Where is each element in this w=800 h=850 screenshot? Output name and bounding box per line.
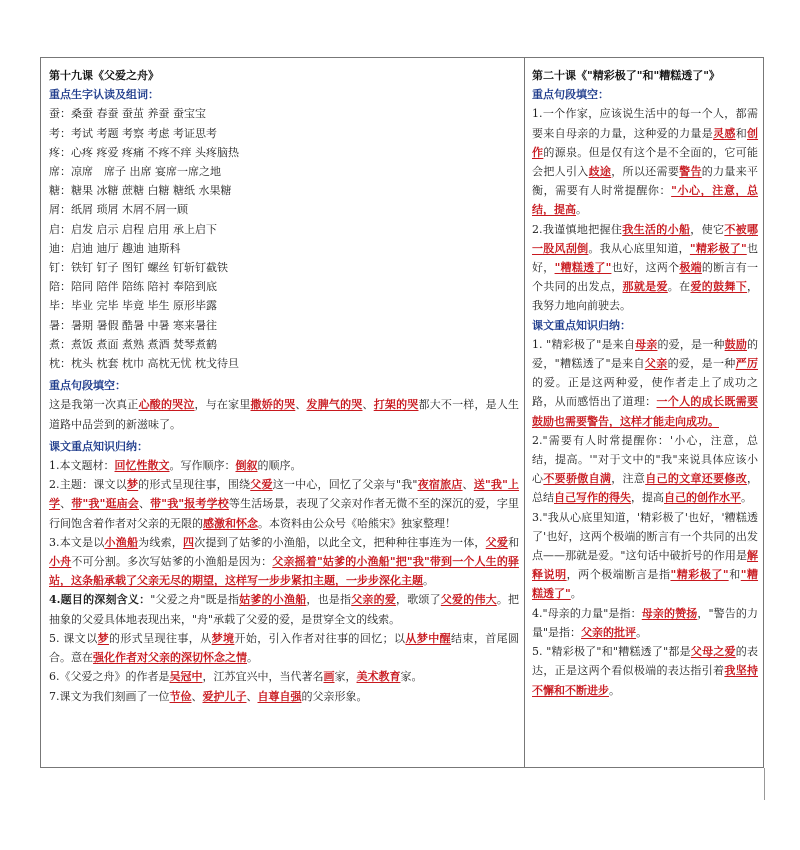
column-divider [524, 58, 525, 767]
character-row: 蚕：桑蚕 春蚕 蚕茧 养蚕 蚕宝宝 [49, 107, 206, 121]
lesson-20-title: 第二十课《"精彩极了"和"糟糕透了"》 [532, 69, 720, 82]
character-row: 席：凉席 席子 出席 宴席一席之地 [49, 165, 221, 179]
character-row: 钉：铁钉 钉子 图钉 螺丝 钉斩钉截铁 [49, 261, 228, 275]
character-row: 考：考试 考题 考察 考虑 考证思考 [49, 126, 217, 140]
knowledge-point-3: 3.本文是以小渔船为线索，四次提到了姑爹的小渔船，以此全文，把种种往事连为一体，父爱和小舟不可分割。多次写姑爹的小渔船是因为：父亲摇着"姑爹的小渔船"把"我"带到一个人生的驿站，这条船承载了父亲无尽的期望，这样写一步步紧扣主题，一步步深化主题。 [49, 535, 520, 588]
knowledge-point-1: 1.本文题材：回忆性散文。写作顺序：倒叙的顺序。 [49, 459, 302, 473]
key-sentence-heading-right: 重点句段填空： [532, 88, 609, 102]
knowledge-right-5: 5. "精彩极了"和"糟糕透了"都是父母之爱的表达，正是这两个看似极端的表达指引着我坚持不懈和不断进步。 [532, 645, 759, 697]
knowledge-heading-right: 课文重点知识归纳： [532, 318, 631, 332]
key-characters-heading: 重点生字认读及组词： [49, 88, 159, 102]
character-row: 枕：枕头 枕套 枕巾 高枕无忧 枕戈待旦 [49, 357, 239, 371]
knowledge-point-6: 6.《父爱之舟》的作者是吴冠中，江苏宜兴中，当代著名画家，美术教育家。 [49, 670, 423, 684]
character-list [49, 104, 519, 373]
notes-table [40, 57, 764, 768]
character-row: 毕：毕业 完毕 毕竟 毕生 原形毕露 [49, 299, 217, 313]
sentence-fill-1: 1.一个作家，应该说生活中的每一个人，都需要来自母亲的力量，这种爱的力量是灵感和创作的源泉。但是仅有这个是不全面的，它可能会把人引入歧途，所以还需要警告的力量来平衡，需要有人时常提醒你："小心，注意，总结，提高。 [532, 107, 759, 217]
knowledge-point-5: 5. 课文以梦的形式呈现往事，从梦境开始，引入作者对往事的回忆；以从梦中醒结束，首尾圆合。意在强化作者对父亲的深切怀念之情。 [49, 631, 520, 665]
knowledge-right-3: 3."我从心底里知道，'精彩极了'也好，'糟糕透了'也好，这两个极端的断言有一个共同的出发点——那就是爱。"这句话中破折号的作用是解释说明，两个极端断言是指"精彩极了"和"糟糕透了"。 [532, 510, 759, 601]
page-edge-line [764, 768, 765, 800]
character-row: 陪：陪同 陪伴 陪练 陪衬 奉陪到底 [49, 280, 217, 294]
knowledge-point-7: 7.课文为我们刻画了一位节俭、爱护儿子、自尊自强的父亲形象。 [49, 689, 368, 703]
key-sentence-paragraph: 这是我第一次真正心酸的哭泣，与在家里撒娇的哭、发脾气的哭、打架的哭都大不一样，是人生道路中品尝到的新滋味了。 [49, 398, 520, 431]
lesson-20-column [532, 66, 758, 700]
character-row: 疼：心疼 疼爱 疼痛 不疼不痒 头疼脑热 [49, 145, 239, 159]
lesson-19-column [49, 66, 519, 706]
character-row: 启：启发 启示 启程 启用 承上启下 [49, 222, 217, 236]
character-row: 屑：纸屑 琐屑 木屑不屑一顾 [49, 203, 188, 217]
knowledge-right-1: 1. "精彩极了"是来自母亲的爱，是一种鼓励的爱，"糟糕透了"是来自父亲的爱，是一种严厉的爱。正是这两种爱，使作者走上了成功之路，从而感悟出了道理：一个人的成长既需要鼓励也需要警告，这样才能走向成功。 [532, 337, 759, 428]
knowledge-point-4: 4.题目的深刻含义："父爱之舟"既是指姑爹的小渔船，也是指父亲的爱，歌颂了父爱的伟大。把抽象的父爱具体地表现出来，"舟"承载了父爱的爱，是贯穿全文的线索。 [49, 593, 520, 626]
knowledge-right-2: 2."需要有人时常提醒你：'小心，注意，总结，提高。'"对于文中的"我"来说具体应该小心不要骄傲自满，注意自己的文章还要修改，总结自己写作的得失，提高自己的创作水平。 [532, 433, 759, 505]
key-sentence-heading: 重点句段填空： [49, 379, 126, 393]
lesson-19-title: 第十九课《父爱之舟》 [49, 69, 159, 82]
character-row: 糖：糖果 冰糖 蔗糖 白糖 糖纸 水果糖 [49, 184, 232, 198]
knowledge-point-2: 2.主题：课文以梦的形式呈现往事，围绕父爱这一中心，回忆了父亲与"我"夜宿旅店、送"我"上学、带"我"逛庙会、带"我"报考学校等生活场景，表现了父亲对作者无微不至的深沉的爱，字里行间饱含着作者对父亲的无限的感激和怀念。本资料由公众号《哈熊宋》独家整理！ [49, 478, 520, 530]
knowledge-heading: 课文重点知识归纳： [49, 439, 148, 453]
sentence-fill-2: 2.我谨慎地把握住我生活的小船，使它不被哪一股风刮倒。我从心底里知道，"精彩极了"也好，"糟糕透了"也好，这两个极端的断言有一个共同的出发点，那就是爱。在爱的鼓舞下，我努力地向前驶去。 [532, 222, 759, 313]
character-row: 迪：启迪 迪厅 趣迪 迪斯科 [49, 241, 181, 255]
character-row: 暑：暑期 暑假 酷暑 中暑 寒来暑往 [49, 318, 217, 332]
knowledge-right-4: 4."母亲的力量"是指：母亲的赞扬，"警告的力量"是指：父亲的批评。 [532, 606, 758, 639]
character-row: 煮：煮饭 煮面 煮熟 煮酒 焚琴煮鹤 [49, 337, 217, 351]
